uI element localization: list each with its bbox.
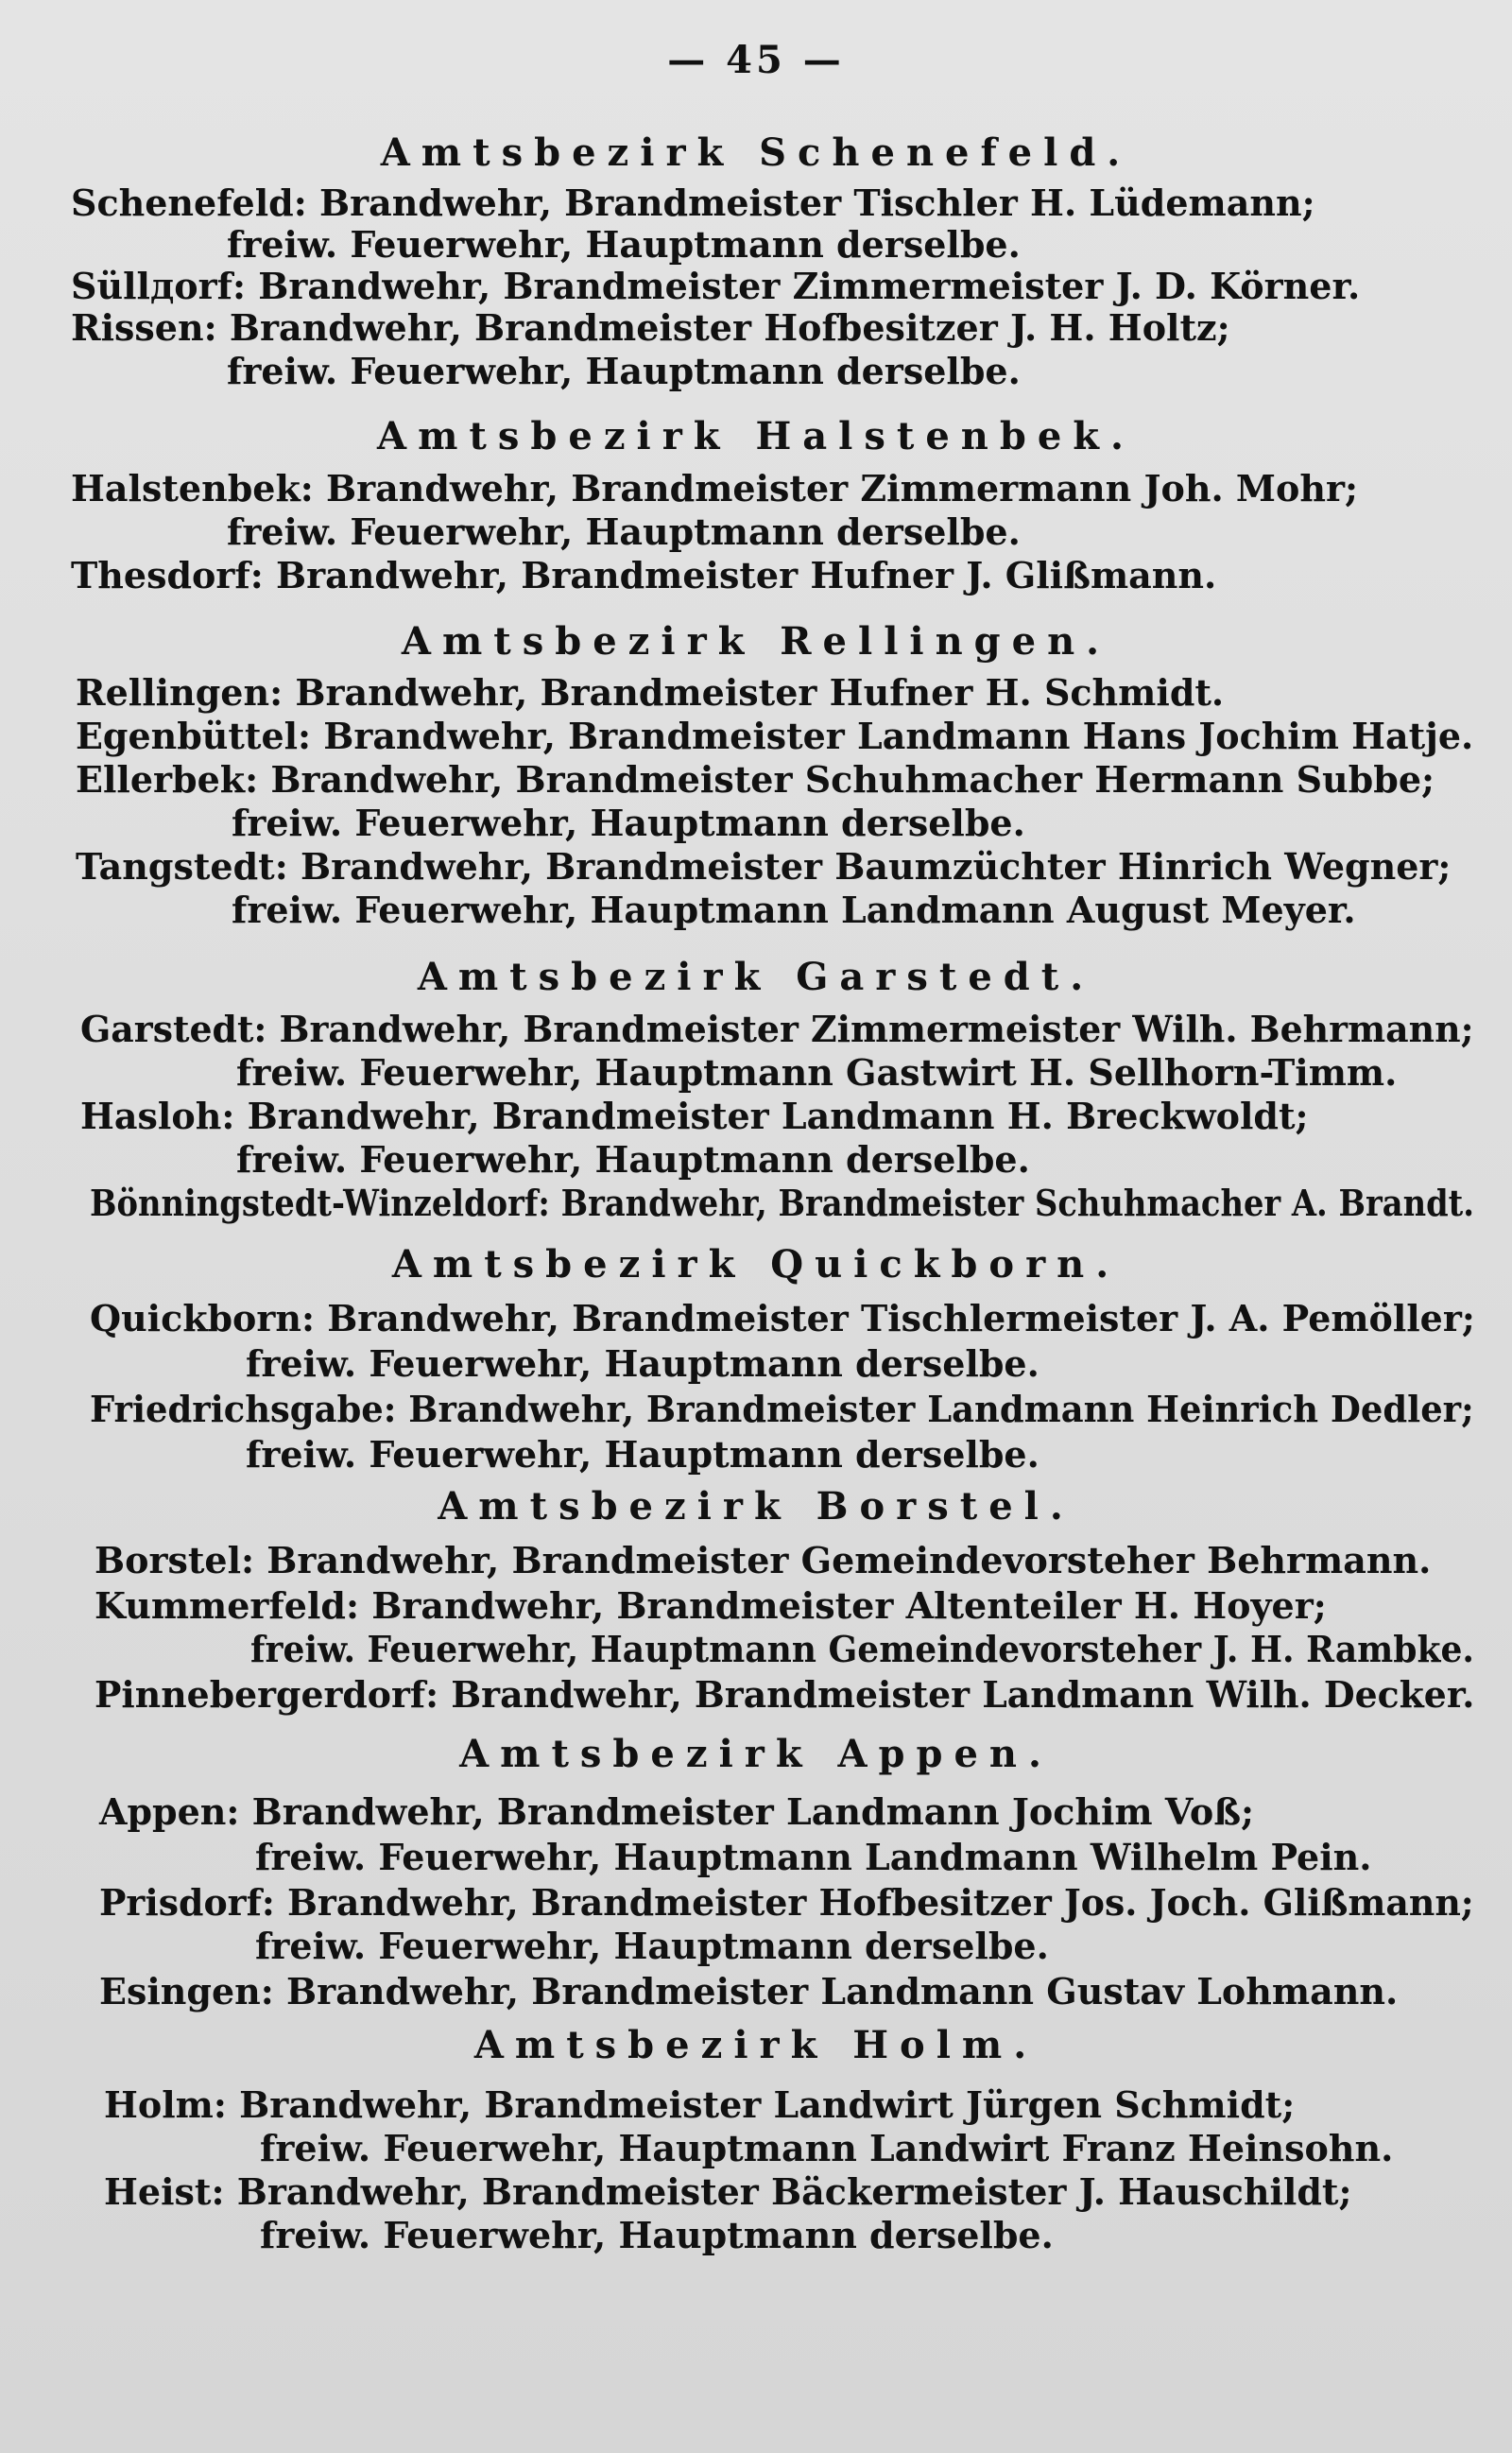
entry-line: Schenefeld: Brandwehr, Brandmeister Tischler H. Lüdemann; — [71, 181, 1315, 224]
entry-line: Rissen: Brandwehr, Brandmeister Hofbesitzer J. H. Holtz; — [71, 306, 1230, 349]
entry-line: Prisdorf: Brandwehr, Brandmeister Hofbesitzer Jos. Joch. Glißmann; — [99, 1881, 1474, 1924]
section-heading-holm: Amtsbezirk Holm. — [473, 2023, 1039, 2067]
entry-line: freiw. Feuerwehr, Hauptmann Landmann August Meyer. — [232, 889, 1356, 931]
entry-line: freiw. Feuerwehr, Hauptmann derselbe. — [236, 1138, 1030, 1181]
entry-line: freiw. Feuerwehr, Hauptmann Gemeindevorsteher J. H. Rambke. — [250, 1628, 1474, 1670]
entry-line: freiw. Feuerwehr, Hauptmann derselbe. — [246, 1433, 1040, 1476]
section-heading-halstenbek: Amtsbezirk Halstenbek. — [377, 414, 1135, 458]
entry-line: freiw. Feuerwehr, Hauptmann derselbe. — [227, 223, 1021, 266]
entry-line: Garstedt: Brandwehr, Brandmeister Zimmermeister Wilh. Behrmann; — [80, 1008, 1474, 1050]
entry-line: freiw. Feuerwehr, Hauptmann derselbe. — [260, 2214, 1054, 2256]
section-heading-rellingen: Amtsbezirk Rellingen. — [401, 619, 1111, 664]
section-heading-garstedt: Amtsbezirk Garstedt. — [417, 955, 1095, 999]
entry-line: Bönningstedt-Winzeldorf: Brandwehr, Brandmeister Schuhmacher A. Brandt. — [90, 1182, 1474, 1224]
entry-line: freiw. Feuerwehr, Hauptmann derselbe. — [227, 510, 1021, 553]
section-heading-schenefeld: Amtsbezirk Schenefeld. — [380, 130, 1132, 175]
entry-line: Friedrichsgabe: Brandwehr, Brandmeister Landmann Heinrich Dedler; — [90, 1388, 1474, 1430]
section-heading-quickborn: Amtsbezirk Quickborn. — [391, 1242, 1121, 1287]
entry-line: Borstel: Brandwehr, Brandmeister Gemeindevorsteher Behrmann. — [94, 1539, 1432, 1581]
entry-line: freiw. Feuerwehr, Hauptmann derselbe. — [232, 802, 1025, 844]
entry-line: freiw. Feuerwehr, Hauptmann derselbe. — [227, 350, 1021, 392]
entry-line: freiw. Feuerwehr, Hauptmann derselbe. — [246, 1342, 1040, 1385]
entry-line: freiw. Feuerwehr, Hauptmann derselbe. — [255, 1925, 1049, 1967]
entry-line: Tangstedt: Brandwehr, Brandmeister Baumzüchter Hinrich Wegner; — [76, 845, 1452, 888]
entry-line: Kummerfeld: Brandwehr, Brandmeister Altenteiler H. Hoyer; — [94, 1584, 1327, 1627]
page-number: — 45 — — [667, 38, 845, 82]
entry-line: Ellerbek: Brandwehr, Brandmeister Schuhmacher Hermann Subbe; — [76, 758, 1435, 801]
entry-line: Halstenbek: Brandwehr, Brandmeister Zimmermann Joh. Mohr; — [71, 467, 1358, 510]
entry-line: Pinnebergerdorf: Brandwehr, Brandmeister Landmann Wilh. Decker. — [94, 1673, 1475, 1716]
entry-line: Rellingen: Brandwehr, Brandmeister Hufner H. Schmidt. — [76, 671, 1225, 714]
entry-line: Thesdorf: Brandwehr, Brandmeister Hufner J. Glißmann. — [71, 554, 1217, 596]
entry-line: Hasloh: Brandwehr, Brandmeister Landmann H. Breckwoldt; — [80, 1095, 1309, 1137]
section-heading-borstel: Amtsbezirk Borstel. — [438, 1484, 1074, 1529]
entry-line: Appen: Brandwehr, Brandmeister Landmann Jochim Voß; — [99, 1790, 1255, 1833]
entry-line: Egenbüttel: Brandwehr, Brandmeister Landmann Hans Jochim Hatje. — [76, 715, 1474, 757]
entry-line: Holm: Brandwehr, Brandmeister Landwirt Jürgen Schmidt; — [104, 2083, 1296, 2126]
entry-line: Heist: Brandwehr, Brandmeister Bäckermeister J. Hauschildt; — [104, 2170, 1352, 2213]
entry-line: Süllдorf: Brandwehr, Brandmeister Zimmermeister J. D. Körner. — [71, 265, 1361, 307]
entry-line: Quickborn: Brandwehr, Brandmeister Tischlermeister J. A. Pemöller; — [90, 1297, 1475, 1339]
entry-line: Esingen: Brandwehr, Brandmeister Landmann Gustav Lohmann. — [99, 1970, 1399, 2012]
section-heading-appen: Amtsbezirk Appen. — [459, 1732, 1053, 1776]
entry-line: freiw. Feuerwehr, Hauptmann Landwirt Franz Heinsohn. — [260, 2127, 1394, 2169]
entry-line: freiw. Feuerwehr, Hauptmann Gastwirt H. Sellhorn-Timm. — [236, 1051, 1398, 1094]
entry-line: freiw. Feuerwehr, Hauptmann Landmann Wilhelm Pein. — [255, 1836, 1372, 1878]
